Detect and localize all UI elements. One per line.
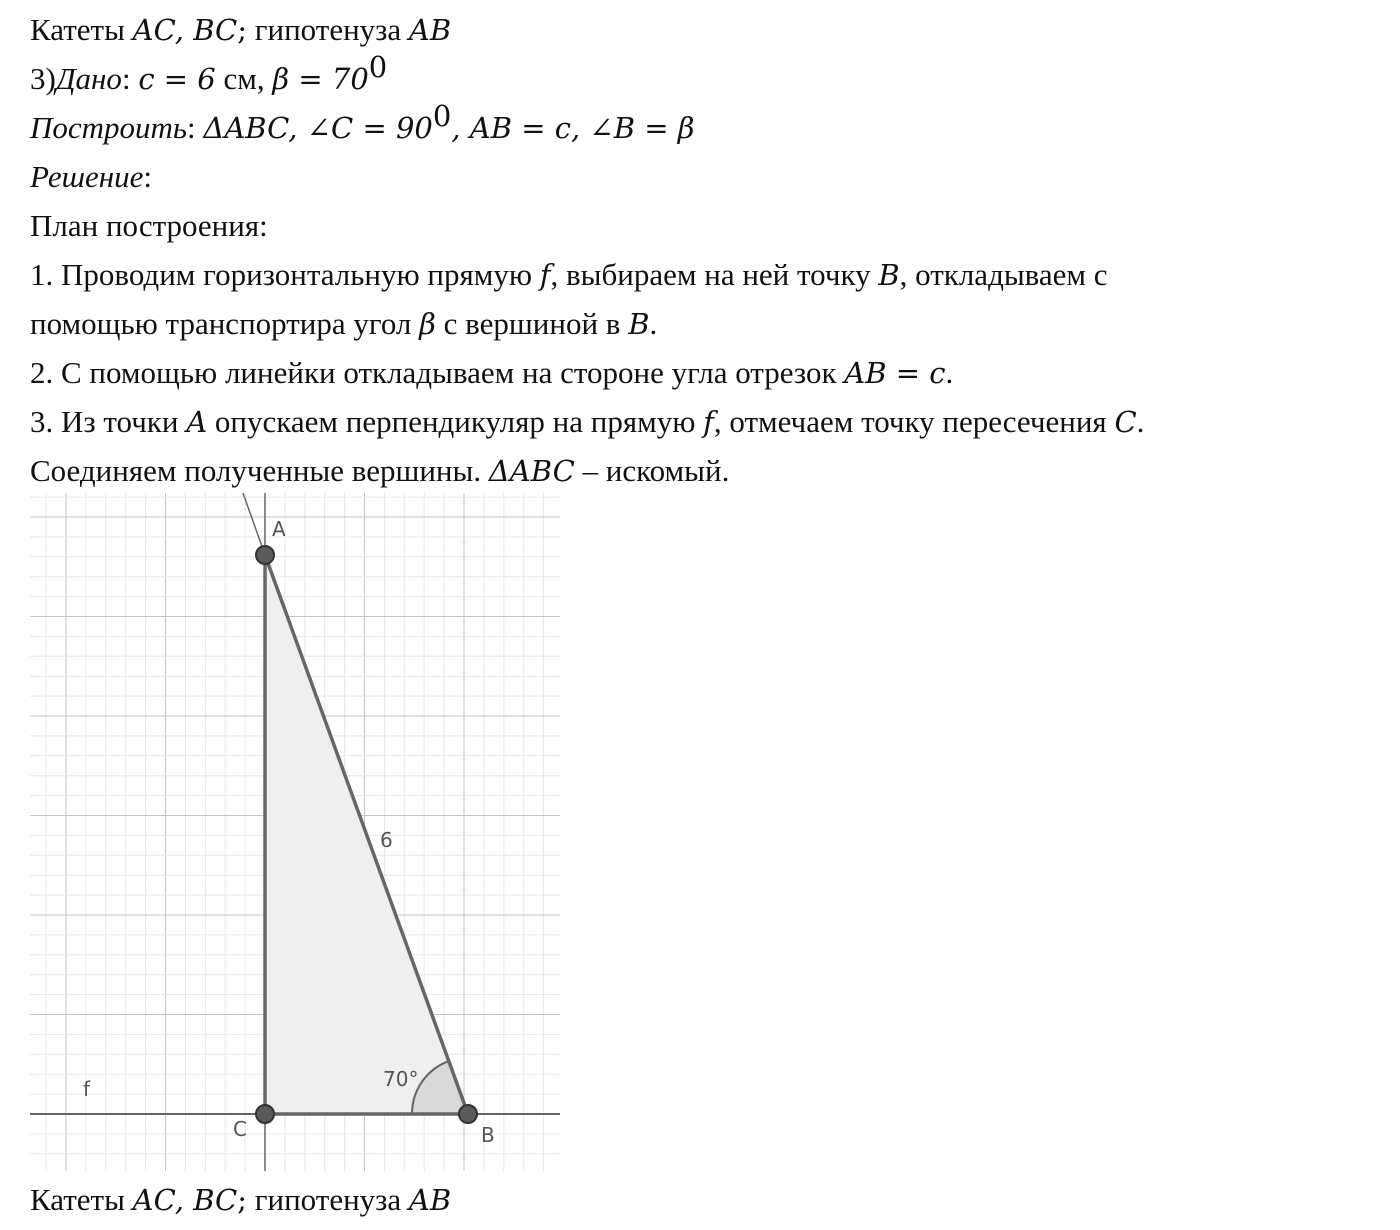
given-word: Дано (55, 61, 122, 96)
step-2-line (30, 353, 953, 393)
solution-word: Решение (30, 159, 144, 194)
step-1-text-a: 1. Проводим горизонтальную прямую (30, 257, 533, 292)
line-f-symbol: f (539, 258, 551, 292)
step-3-text-a: 3. Из точки (30, 404, 179, 439)
beta-symbol: β (419, 307, 436, 341)
step-3-text-c: , отмечаем точку пересечения (713, 404, 1107, 439)
hypotenuse-word: гипотенуза (254, 12, 402, 47)
degree-superscript: 0 (368, 50, 388, 84)
given-colon: : (121, 61, 131, 96)
step-1-line-b (30, 304, 657, 344)
step-1-period: . (649, 306, 658, 341)
footer-legs-expr: AC, BC (132, 1183, 238, 1217)
construct-word: Построить (30, 110, 188, 145)
step-1-text-b: , выбираем на ней точку (550, 257, 871, 292)
plan-heading: План построения: (30, 208, 268, 243)
solution-line (30, 157, 152, 197)
label-side-length: 6 (380, 828, 393, 852)
footer-hypotenuse-expr: AB (408, 1183, 452, 1217)
construct-expr-1: ΔABC, ∠C = 90 (203, 111, 433, 145)
problem-number: 3) (30, 61, 56, 96)
footer-legs-word: Катеты (30, 1182, 125, 1217)
step-3-text-b: опускаем перпендикуляр на прямую (214, 404, 696, 439)
step-1-line-a (30, 255, 1108, 295)
point-a[interactable] (256, 546, 274, 564)
point-b-symbol: B (878, 258, 900, 292)
given-line (30, 50, 388, 99)
legs-expr: AC, BC (132, 13, 238, 47)
point-b-symbol-2: B (628, 307, 650, 341)
line-f-symbol-2: f (703, 405, 714, 439)
construct-colon: : (187, 110, 196, 145)
hypotenuse-expr: AB (408, 13, 452, 47)
step-2-expr: AB = c (844, 356, 946, 390)
point-a-symbol: A (186, 405, 208, 439)
step-4-line (30, 451, 729, 491)
step-4-tail: – искомый. (582, 453, 730, 488)
footer-hypotenuse-word: гипотенуза (254, 1182, 402, 1217)
step-1-text-c: , откладываем с (899, 257, 1108, 292)
label-b: B (481, 1123, 495, 1147)
construct-degree-superscript: 0 (432, 99, 452, 133)
footer-legs-hypotenuse-line (30, 1180, 451, 1220)
triangle-expr: ΔABC (488, 454, 575, 488)
step-2-period: . (945, 355, 954, 390)
given-unit: см, (223, 61, 265, 96)
legs-word: Катеты (30, 12, 125, 47)
footer-semicolon: ; (237, 1183, 248, 1217)
solution-colon: : (143, 159, 152, 194)
step-2-text: 2. С помощью линейки откладываем на стороне угла отрезок (30, 355, 837, 390)
label-c: C (233, 1117, 247, 1141)
step-3-line (30, 402, 1144, 442)
point-c[interactable] (256, 1105, 274, 1123)
step-3-period: . (1136, 404, 1145, 439)
label-a: A (272, 517, 286, 541)
point-b[interactable] (459, 1105, 477, 1123)
step-1-text-d: помощью транспортира угол (30, 306, 412, 341)
step-4-text: Соединяем полученные вершины. (30, 453, 482, 488)
given-c-expr: c = 6 (138, 62, 216, 96)
construction-figure (30, 493, 560, 1171)
label-angle: 70° (383, 1067, 419, 1091)
semicolon: ; (237, 13, 248, 47)
point-c-symbol: C (1114, 405, 1137, 439)
construct-expr-2: , AB = c, ∠B = β (451, 111, 695, 145)
legs-hypotenuse-line (30, 10, 451, 50)
given-beta-expr: β = 70 (272, 62, 369, 96)
label-f: f (83, 1077, 91, 1101)
step-1-text-e: с вершиной в (443, 306, 621, 341)
construct-line (30, 99, 695, 148)
